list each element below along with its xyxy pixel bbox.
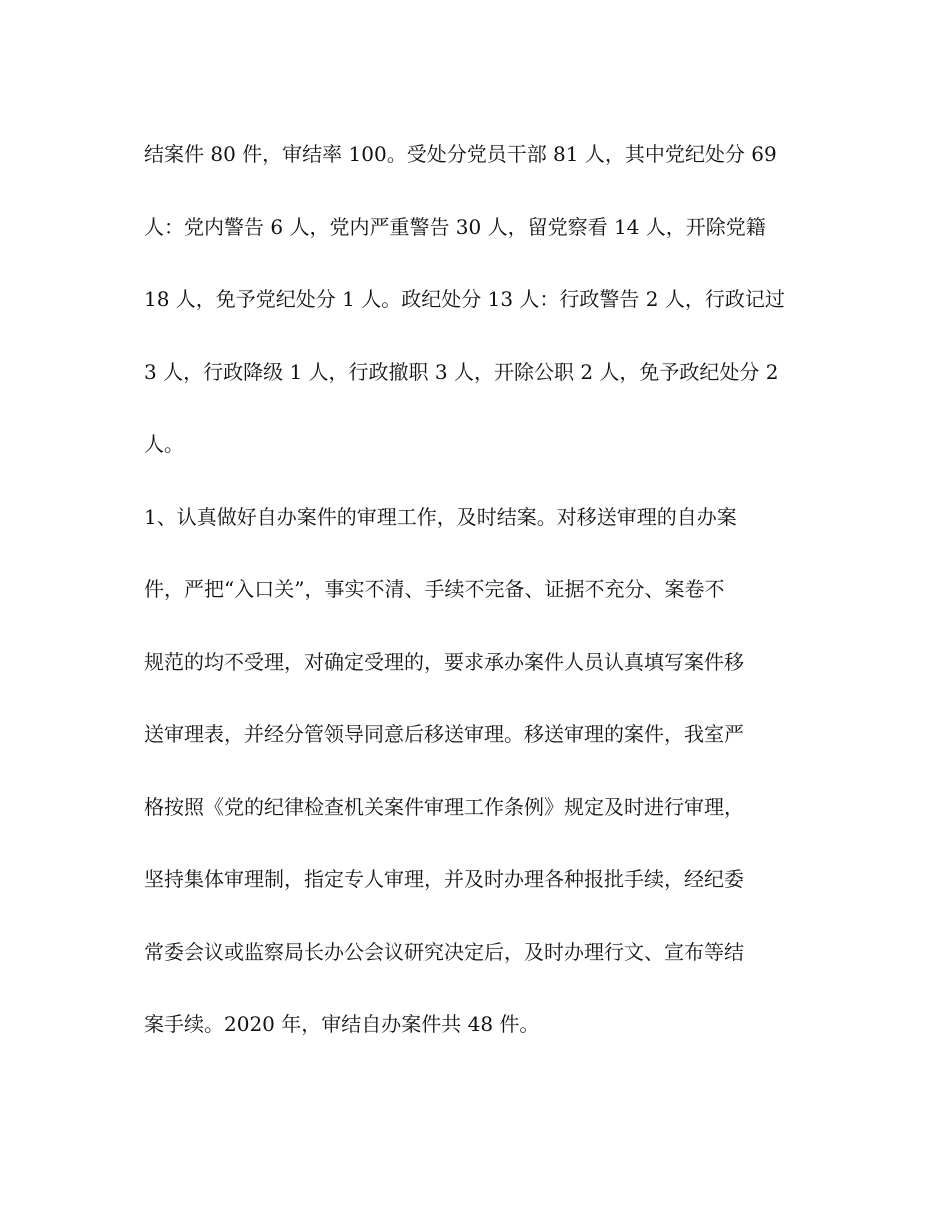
- text-line: 案手续。2020 年，审结自办案件共 48 件。: [144, 1012, 540, 1036]
- text-line: 结案件 80 件，审结率 100。受处分党员干部 81 人，其中党纪处分 69: [144, 142, 777, 166]
- text-line: 1、认真做好自办案件的审理工作，及时结案。对移送审理的自办案: [144, 504, 737, 529]
- text-line: 送审理表，并经分管领导同意后移送审理。移送审理的案件，我室严: [144, 722, 744, 746]
- text-line: 人。: [144, 432, 184, 456]
- text-line: 规范的均不受理，对确定受理的，要求承办案件人员认真填写案件移: [144, 649, 744, 674]
- text-line: 常委会议或监察局长办公会议研究决定后，及时办理行文、宣布等结: [144, 939, 744, 964]
- text-line: 18 人，免予党纪处分 1 人。政纪处分 13 人：行政警告 2 人，行政记过: [144, 287, 785, 311]
- document-body: [144, 118, 814, 1061]
- text-line: 坚持集体审理制，指定专人审理，并及时办理各种报批手续，经纪委: [144, 867, 744, 891]
- text-line: 3 人，行政降级 1 人，行政撤职 3 人，开除公职 2 人，免予政纪处分 2: [144, 359, 779, 384]
- text-line: 件，严把“入口关”，事实不清、手续不完备、证据不充分、案卷不: [144, 577, 725, 601]
- text-line: 格按照《党的纪律检查机关案件审理工作条例》规定及时进行审理，: [144, 794, 744, 819]
- text-line: 人：党内警告 6 人，党内严重警告 30 人，留党察看 14 人，开除党籍: [144, 214, 766, 239]
